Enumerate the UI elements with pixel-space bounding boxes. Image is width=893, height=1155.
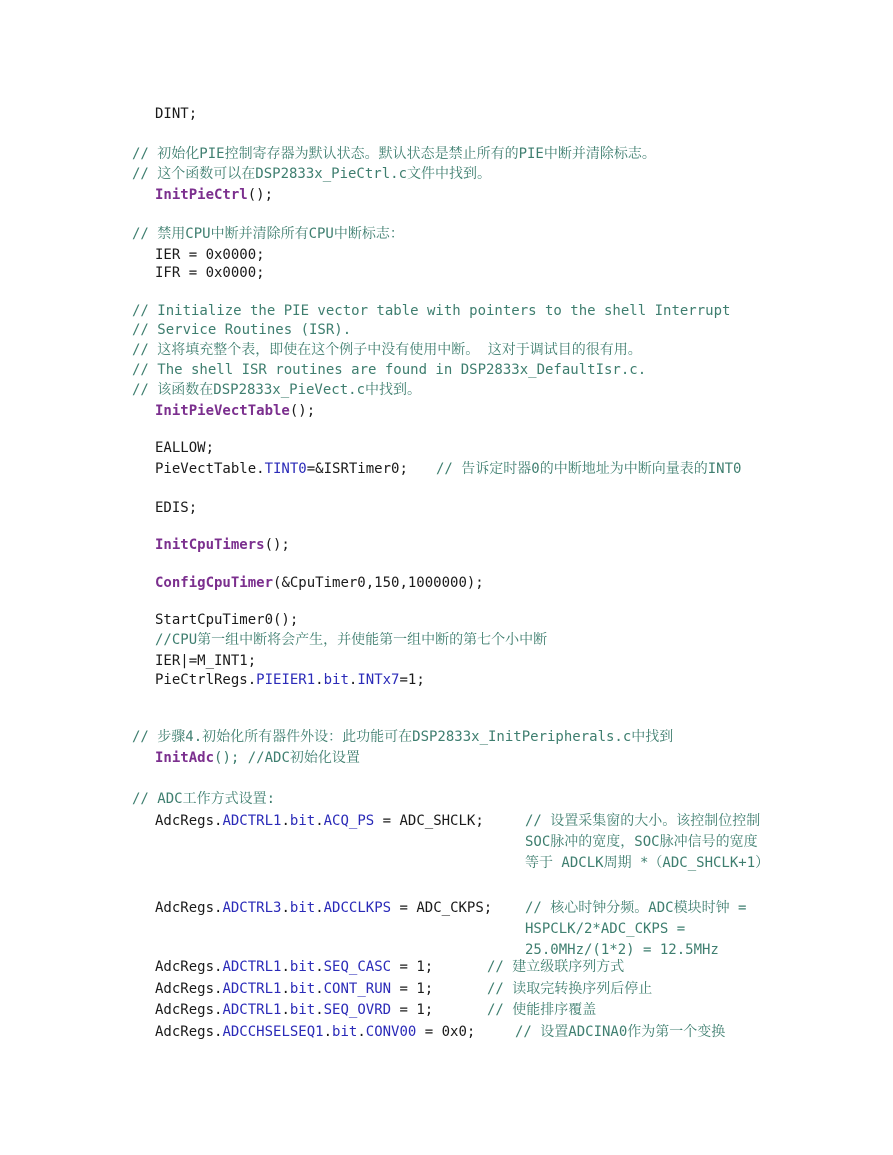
member-name: CONT_RUN [323,981,392,997]
call-suffix: (); [247,187,274,203]
statement-rest: = 1; [391,1002,434,1018]
member-name: ADCTRL1 [222,1002,282,1018]
code-line-init-adc [155,748,360,768]
statement-rest: = 1; [391,959,434,975]
comment-init-pie-1: // 初始化PIE控制寄存器为默认状态。默认状态是禁止所有的PIE中断并清除标志。 [132,146,656,162]
dot: . [315,900,324,916]
code-line-init-pie-ctrl [155,185,273,205]
function-name: InitPieVectTable [155,403,290,419]
dot: . [357,1024,366,1040]
statement-rest: = ADC_CKPS; [391,900,493,916]
code-line-eallow: EALLOW; [155,440,215,456]
init-adc-comment: (); //ADC初始化设置 [214,750,360,766]
code-line-config-cpu-timer [155,573,484,593]
call-suffix: (); [289,403,316,419]
comment-step4: // 步骤4.初始化所有器件外设：此功能可在DSP2833x_InitPeripherals.c中找到 [132,729,674,745]
comment-seq-ovrd: // 使能排序覆盖 [487,1002,597,1018]
object-name: AdcRegs. [155,1002,223,1018]
comment-vect-5: // 该函数在DSP2833x_PieVect.c中找到。 [132,382,422,398]
code-line-piectrl [155,670,425,690]
code-line-adc-cont-run [155,979,433,999]
statement-rest: = 0x0; [416,1024,476,1040]
member-name: ADCCHSELSEQ1 [222,1024,324,1040]
function-name: InitAdc [155,750,215,766]
code-line-dint: DINT; [155,106,198,122]
comment-chsel: // 设置ADCINA0作为第一个变换 [515,1024,726,1040]
comment-cpu-group: //CPU第一组中断将会产生，并使能第一组中断的第七个小中断 [155,632,548,648]
dot: . [281,1002,290,1018]
dot: . [323,1024,333,1040]
code-line-adc-chsel [155,1022,475,1042]
comment-cont-run: // 读取完转换序列后停止 [487,981,653,997]
comment-seq-casc: // 建立级联序列方式 [487,959,625,975]
member-name: ADCTRL1 [222,981,282,997]
member-name: ADCTRL3 [222,900,282,916]
object-name: AdcRegs. [155,981,223,997]
member-name: CONV00 [365,1024,417,1040]
object-name: PieVectTable. [155,461,265,477]
code-line-adc-clkps [155,898,492,918]
object-name: AdcRegs. [155,959,223,975]
member-name: ADCCLKPS [323,900,392,916]
comment-adc-mode: // ADC工作方式设置: [132,791,276,807]
dot: . [315,813,324,829]
dot: . [281,981,290,997]
object-name: AdcRegs. [155,1024,223,1040]
member-name: ACQ_PS [323,813,375,829]
dot: . [315,1002,324,1018]
comment-disable-cpu: // 禁用CPU中断并清除所有CPU中断标志： [132,226,404,242]
code-line-start-timer: StartCpuTimer0(); [155,612,299,628]
dot: . [348,672,358,688]
statement-rest: =&ISRTimer0; [306,461,408,477]
call-args: (&CpuTimer0,150,1000000); [273,575,484,591]
member-name: SEQ_OVRD [323,1002,392,1018]
comment-vect-3: // 这将填充整个表，即使在这个例子中没有使用中断。 这对于调试目的很有用。 [132,342,642,358]
function-name: ConfigCpuTimer [155,575,274,591]
code-line-ier: IER = 0x0000; [155,247,265,263]
call-suffix: (); [264,537,290,553]
member-name: ADCTRL1 [222,813,282,829]
code-line-ifr: IFR = 0x0000; [155,265,265,281]
comment-pievect: // 告诉定时器0的中断地址为中断向量表的INT0 [436,461,742,477]
dot: . [281,813,290,829]
member-bit: bit [289,981,316,997]
member-bit: bit [289,900,316,916]
code-line-adc-seq-ovrd [155,1000,433,1020]
code-line-init-cpu-timers [155,535,290,555]
code-line-adc-seq-casc [155,957,433,977]
member-name: TINT0 [264,461,307,477]
member-bit: bit [323,672,349,688]
function-name: InitPieCtrl [155,187,248,203]
comment-clkps: // 核心时钟分频。ADC模块时钟 = HSPCLK/2*ADC_CKPS = 25.0MHz/(1*2) = 12.5MHz [525,900,747,958]
dot: . [315,959,324,975]
member-bit: bit [332,1024,358,1040]
member-name: INTx7 [357,672,400,688]
dot: . [315,672,324,688]
member-bit: bit [289,959,316,975]
member-bit: bit [289,1002,316,1018]
member-name: ADCTRL1 [222,959,282,975]
comment-acq-ps: // 设置采集窗的大小。该控制位控制SOC脉冲的宽度，SOC脉冲信号的宽度等于 ADCLK周期 *（ADC_SHCLK+1） [525,813,770,871]
member-bit: bit [289,813,316,829]
code-line-ier-or: IER|=M_INT1; [155,653,257,669]
comment-init-pie-2: // 这个函数可以在DSP2833x_PieCtrl.c文件中找到。 [132,166,492,182]
statement-rest: = 1; [391,981,434,997]
code-line-edis: EDIS; [155,500,198,516]
comment-vect-1: // Initialize the PIE vector table with pointers to the shell Interrupt [132,303,731,319]
comment-vect-2: // Service Routines (ISR). [132,322,352,338]
comment-vect-4: // The shell ISR routines are found in DSP2833x_DefaultIsr.c. [132,362,647,378]
dot: . [281,900,290,916]
dot: . [281,959,290,975]
member-name: SEQ_CASC [323,959,392,975]
object-name: AdcRegs. [155,813,223,829]
code-line-adc-acq-ps [155,811,484,831]
code-line-init-pie-vect [155,401,315,421]
code-line-pievect [155,459,408,479]
member-name: PIEIER1 [256,672,316,688]
object-name: AdcRegs. [155,900,223,916]
dot: . [315,981,324,997]
function-name: InitCpuTimers [155,537,265,553]
statement-rest: =1; [399,672,425,688]
object-name: PieCtrlRegs. [155,672,257,688]
statement-rest: = ADC_SHCLK; [374,813,484,829]
